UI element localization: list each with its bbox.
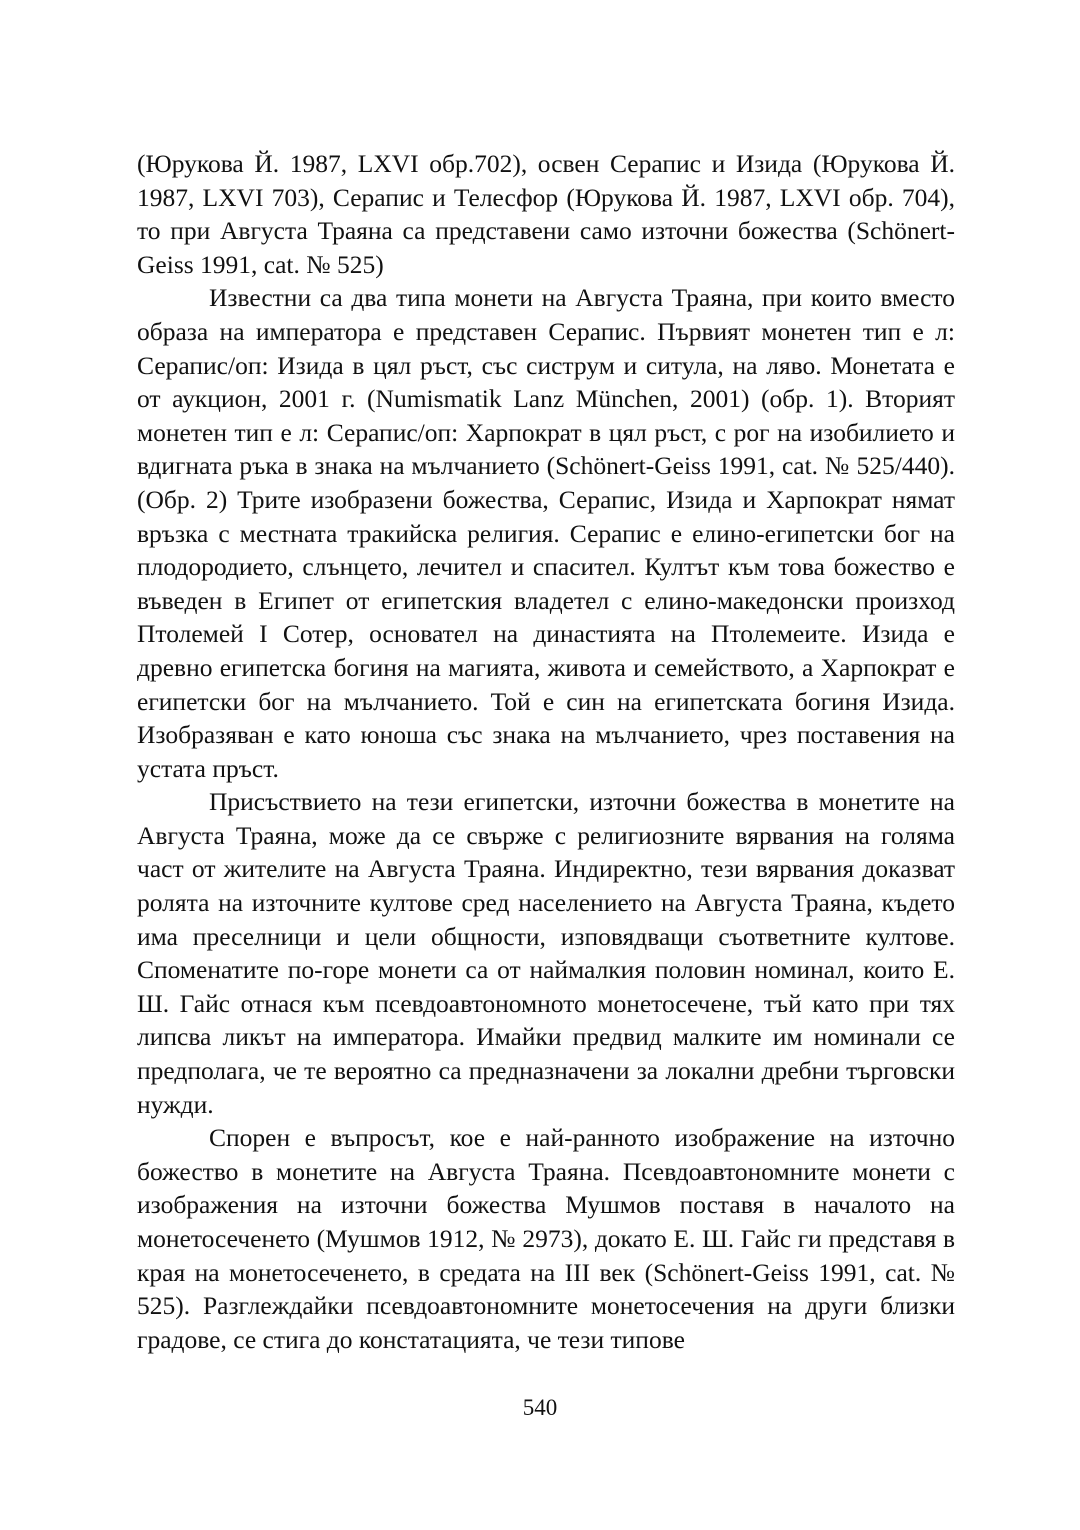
body-text [137,147,955,1356]
paragraph-2: Известни са два типа монети на Августа Траяна, при които вместо образа на императора е представен Серапис. Първият монетен тип е л: Серапис/оп: Изида в цял ръст, със систрум и ситула, на ляво. Монетата е от аукцион, 2001 г. (Numismatik Lanz München, 2001) (обр. 1). Вторият монетен тип е л: Серапис/оп: Харпократ в цял ръст, с рог на изобилието и вдигната ръка в знака на мълчанието (Schönert-Geiss 1991, cat. № 525/440). (Обр. 2) Трите изобразени божества, Серапис, Изида и Харпократ нямат връзка с местната тракийска религия. Серапис е елино-египетски бог на плодородието, слънцето, лечител и спасител. Култът към това божество е въведен в Египет от египетския владетел с елино-македонски произход Птолемей I Сотер, основател на династията на Птолемеите. Изида е древно египетска богиня на магията, живота и семейството, а Харпократ е египетски бог на мълчанието. Той е син на египетската богиня Изида. Изобразяван е като юноша със знака на мълчанието, чрез поставения на устата пръст. [137,283,955,783]
paragraph-4: Спорен е въпросът, кое е най-ранното изображение на източно божество в монетите на Августа Траяна. Псевдоавтономните монети с изображения на източни божества Мушмов поставя в началото на монетосеченето (Мушмов 1912, № 2973), докато Е. Ш. Гайс ги представя в края на монетосеченето, в средата на III век (Schönert-Geiss 1991, cat. № 525). Разглеждайки псевдоавтономните монетосечения на други близки градове, се стига до констатацията, че тези типове [137,1123,955,1354]
paragraph-1: (Юрукова Й. 1987, LXVI обр.702), освен Серапис и Изида (Юрукова Й. 1987, LXVI 703), Серапис и Телесфор (Юрукова Й. 1987, LXVI обр. 704), то при Августа Траяна са представени само източни божества (Schönert-Geiss 1991, cat. № 525) [137,149,955,279]
page-number: 540 [522,1395,558,1420]
paragraph-3: Присъствието на тези египетски, източни божества в монетите на Августа Траяна, може да се свърже с религиозните вярвания на голяма част от жителите на Августа Траяна. Индиректно, тези вярвания доказват ролята на източните култове сред населението на Августа Траяна, където има преселници и цели общности, изповядващи съответните култове. Споменатите по-горе монети са от наймалкия половин номинал, които Е. Ш. Гайс отнася към псевдоавтономното монетосечене, тъй като при тях липсва ликът на императора. Имайки предвид малките им номинали се предполага, че те вероятно са предназначени за локални дребни търговски нужди. [137,787,955,1119]
